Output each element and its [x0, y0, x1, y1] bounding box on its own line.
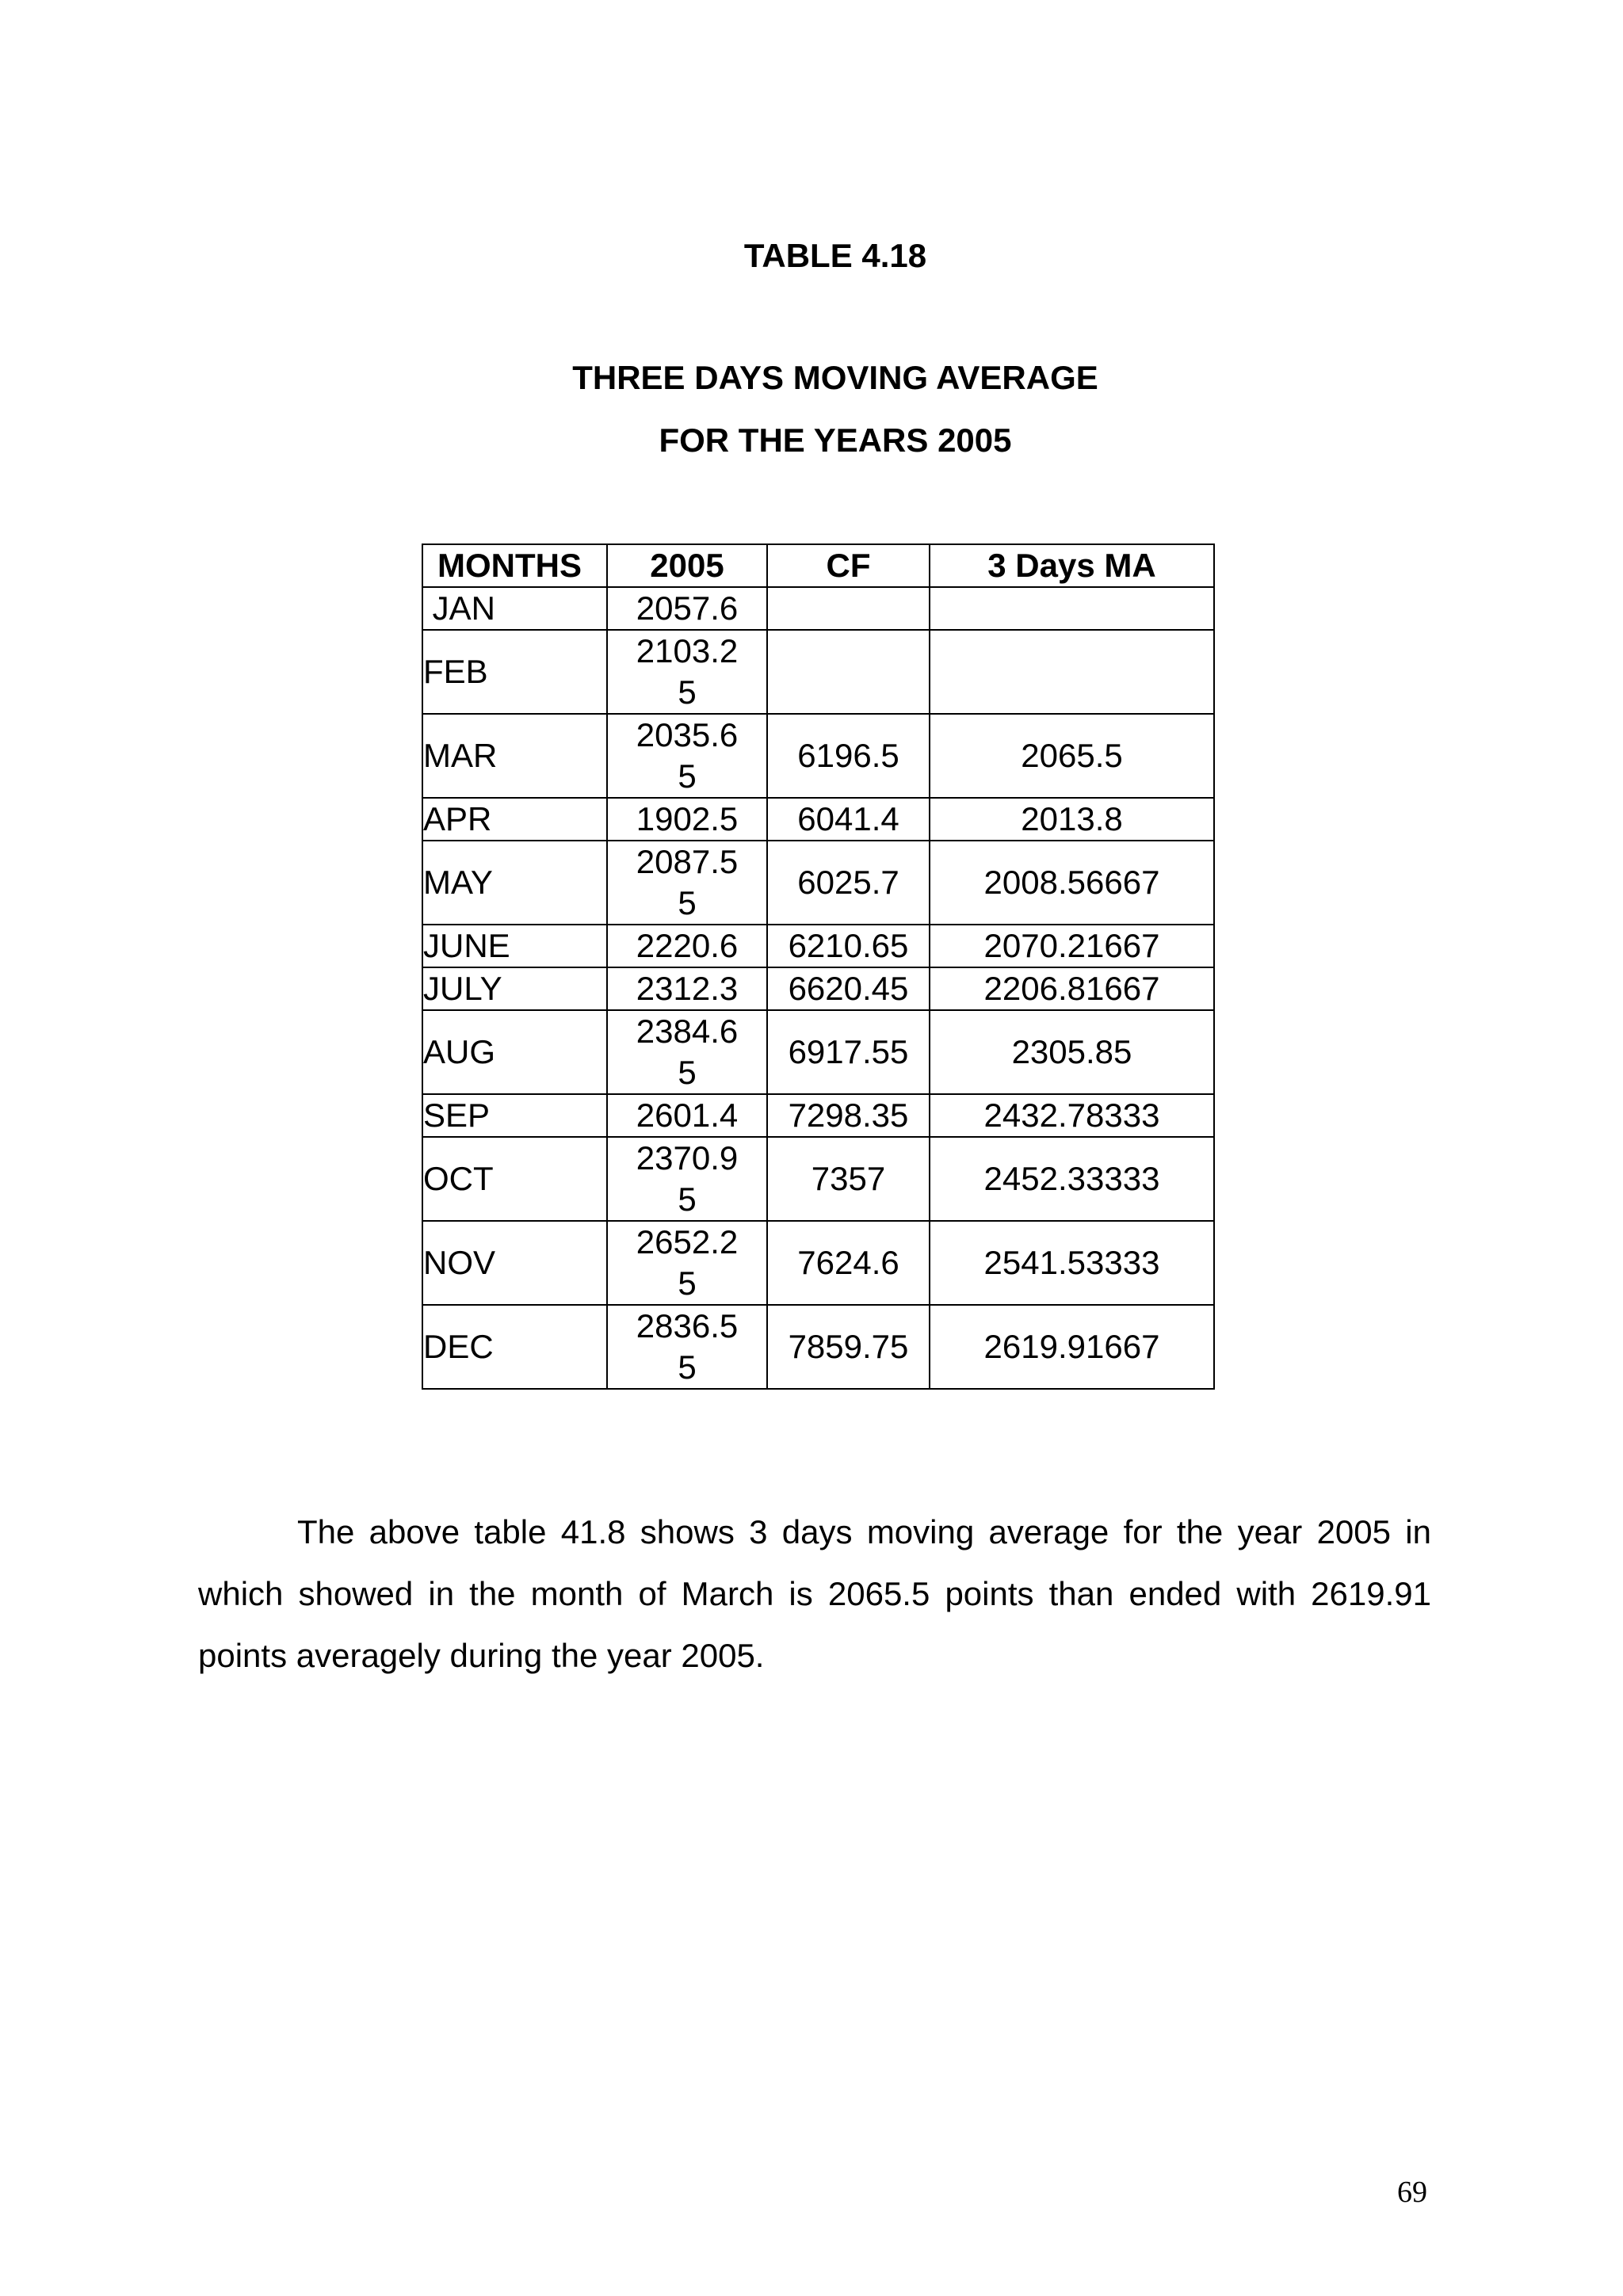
table-row — [422, 967, 1214, 1010]
cf-cell: 6210.65 — [767, 925, 930, 967]
value-2005-line: 2836.5 — [636, 1307, 739, 1344]
three-days-ma-cell: 2541.53333 — [930, 1221, 1214, 1305]
table-row — [422, 1137, 1214, 1221]
value-2005-line: 2057.6 — [636, 589, 739, 627]
month-cell: MAY — [422, 841, 607, 925]
value-2005-cell — [607, 925, 767, 967]
body-paragraph: The above table 41.8 shows 3 days moving average for the year 2005 in which showed in the month of March is 2065.5 points than ended with 2619.91 points averagely during the year 2005. — [198, 1513, 1431, 1674]
month-cell: JUNE — [422, 925, 607, 967]
table-header-row — [422, 544, 1214, 587]
cf-cell: 7298.35 — [767, 1094, 930, 1137]
value-2005-cell — [607, 587, 767, 630]
cf-cell: 7859.75 — [767, 1305, 930, 1389]
table-title-line-2: FOR THE YEARS 2005 — [659, 421, 1012, 459]
value-2005-cell — [607, 630, 767, 714]
three-days-ma-cell — [930, 587, 1214, 630]
table-row — [422, 841, 1214, 925]
month-cell: NOV — [422, 1221, 607, 1305]
month-cell: DEC — [422, 1305, 607, 1389]
month-cell: APR — [422, 798, 607, 841]
three-days-ma-cell: 2206.81667 — [930, 967, 1214, 1010]
table-number: TABLE 4.18 — [743, 237, 927, 274]
page-number: 69 — [1397, 2176, 1427, 2209]
value-2005-line: 5 — [678, 884, 697, 921]
month-cell: AUG — [422, 1010, 607, 1094]
month-cell: FEB — [422, 630, 607, 714]
value-2005-line: 2312.3 — [636, 970, 739, 1007]
three-days-ma-cell: 2065.5 — [930, 714, 1214, 798]
value-2005-cell — [607, 967, 767, 1010]
value-2005-line: 5 — [678, 673, 697, 711]
value-2005-line: 2601.4 — [636, 1097, 739, 1134]
value-2005-line: 1902.5 — [636, 800, 739, 837]
table-body — [422, 587, 1214, 1389]
header-cf: CF — [767, 544, 930, 587]
value-2005-line: 5 — [678, 1348, 697, 1386]
value-2005-line: 2220.6 — [636, 927, 739, 964]
three-days-ma-cell: 2070.21667 — [930, 925, 1214, 967]
month-cell: OCT — [422, 1137, 607, 1221]
value-2005-line: 5 — [678, 1264, 697, 1302]
header-2005: 2005 — [607, 544, 767, 587]
table-row — [422, 798, 1214, 841]
value-2005-line: 2370.9 — [636, 1139, 739, 1177]
month-cell: MAR — [422, 714, 607, 798]
value-2005-line: 2384.6 — [636, 1013, 739, 1050]
table-row — [422, 1305, 1214, 1389]
value-2005-line: 5 — [678, 757, 697, 795]
cf-cell: 6917.55 — [767, 1010, 930, 1094]
table-row — [422, 1094, 1214, 1137]
value-2005-cell — [607, 1137, 767, 1221]
three-days-ma-cell: 2008.56667 — [930, 841, 1214, 925]
table-row — [422, 925, 1214, 967]
value-2005-line: 2035.6 — [636, 716, 739, 753]
value-2005-cell — [607, 798, 767, 841]
value-2005-line: 5 — [678, 1180, 697, 1218]
month-cell: JULY — [422, 967, 607, 1010]
value-2005-cell — [607, 1221, 767, 1305]
value-2005-line: 2652.2 — [636, 1223, 739, 1261]
three-days-ma-cell: 2452.33333 — [930, 1137, 1214, 1221]
three-days-ma-cell: 2432.78333 — [930, 1094, 1214, 1137]
value-2005-line: 2103.2 — [636, 632, 739, 669]
value-2005-cell — [607, 1094, 767, 1137]
table-row — [422, 587, 1214, 630]
three-days-ma-cell: 2305.85 — [930, 1010, 1214, 1094]
value-2005-cell — [607, 841, 767, 925]
cf-cell: 6620.45 — [767, 967, 930, 1010]
table-row — [422, 630, 1214, 714]
moving-average-table — [422, 543, 1215, 1390]
cf-cell: 6025.7 — [767, 841, 930, 925]
table-title-line-1: THREE DAYS MOVING AVERAGE — [572, 359, 1098, 396]
three-days-ma-cell — [930, 630, 1214, 714]
value-2005-cell — [607, 714, 767, 798]
value-2005-cell — [607, 1305, 767, 1389]
value-2005-cell — [607, 1010, 767, 1094]
three-days-ma-cell: 2619.91667 — [930, 1305, 1214, 1389]
table-row — [422, 714, 1214, 798]
table-row — [422, 1010, 1214, 1094]
cf-cell: 6196.5 — [767, 714, 930, 798]
value-2005-line: 2087.5 — [636, 843, 739, 880]
month-cell: SEP — [422, 1094, 607, 1137]
cf-cell: 7357 — [767, 1137, 930, 1221]
header-3-days-ma: 3 Days MA — [930, 544, 1214, 587]
table-row — [422, 1221, 1214, 1305]
month-cell: JAN — [422, 587, 607, 630]
header-months: MONTHS — [422, 544, 607, 587]
three-days-ma-cell: 2013.8 — [930, 798, 1214, 841]
cf-cell: 7624.6 — [767, 1221, 930, 1305]
cf-cell — [767, 587, 930, 630]
value-2005-line: 5 — [678, 1054, 697, 1091]
cf-cell — [767, 630, 930, 714]
cf-cell: 6041.4 — [767, 798, 930, 841]
